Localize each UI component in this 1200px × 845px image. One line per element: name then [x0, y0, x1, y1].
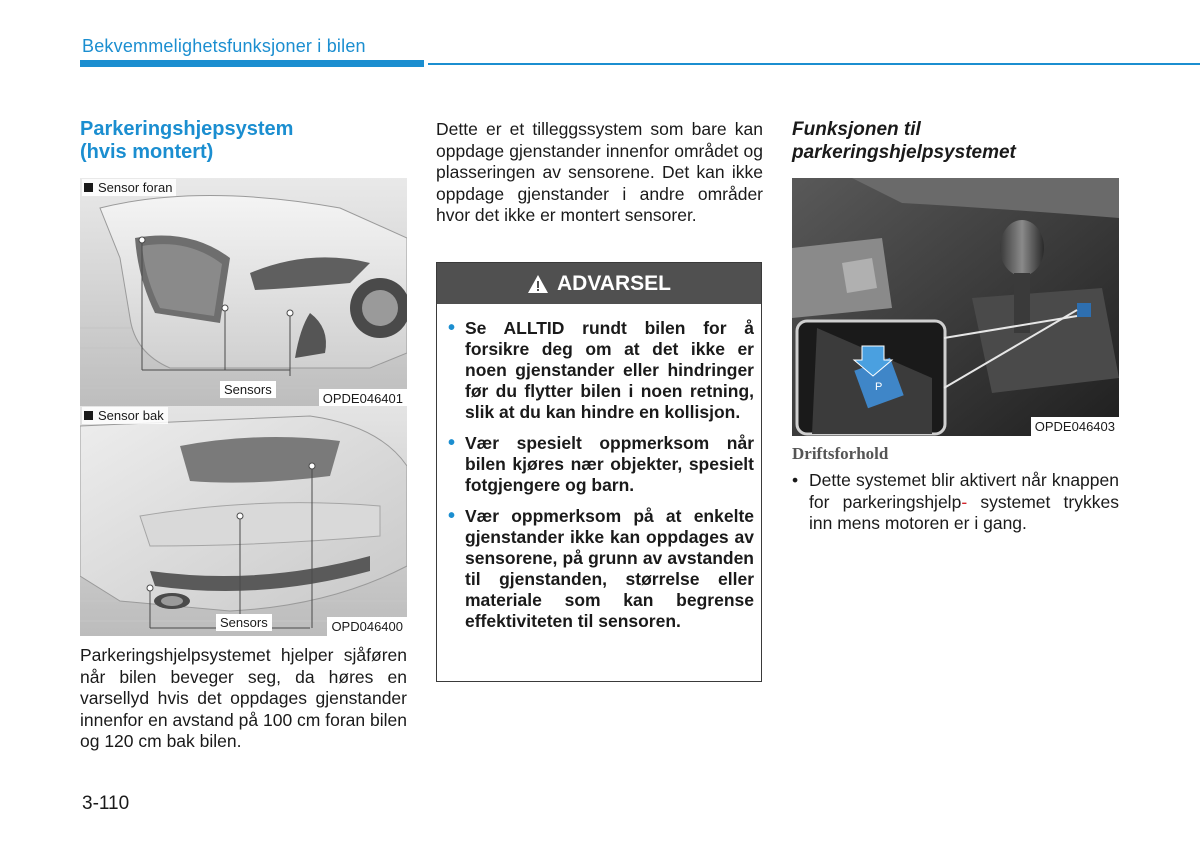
console-photo-code: OPDE046403 — [1031, 417, 1119, 436]
subsection-title — [792, 118, 1016, 164]
bullet-icon: • — [448, 317, 456, 339]
warning-item — [446, 506, 754, 632]
console-illustration — [792, 178, 1119, 436]
warning-item-text: Se ALLTID rundt bilen for å forsikre deg om at det ikke er noen gjenstander eller hindringer før du flytter bilen i noen retning, slik at du kan hindre en kollisjon. — [465, 318, 754, 422]
warning-item-text: Vær spesielt oppmerksom når bilen kjøres nær objekter, spesielt fotgjengere og barn. — [465, 433, 754, 495]
conditions-text-part1: Dette systemet blir aktivert når knappen for parkeringshjelp — [809, 470, 1119, 512]
warning-item — [446, 318, 754, 423]
warning-triangle-icon — [527, 274, 549, 294]
front-sensors-label: Sensors — [220, 381, 276, 398]
bullet-icon: • — [448, 505, 456, 527]
park-button-label: P — [875, 381, 883, 393]
section-title — [80, 118, 293, 164]
console-photo — [792, 178, 1119, 436]
page-number: 3-110 — [82, 793, 130, 814]
section-header-title: Bekvemmelighetsfunksjoner i bilen — [82, 36, 366, 56]
header-accent-bar — [80, 60, 424, 67]
rear-sensors-label: Sensors — [216, 614, 272, 631]
left-paragraph: Parkeringshjelpsystemet hjelper sjåføren når bilen beveger seg, da høres en varsellyd hvis det oppdages gjenstander innenfor en avstand på 100 cm foran bilen og 120 cm bak bilen. — [80, 645, 407, 751]
conditions-item-text — [809, 470, 1119, 535]
bullet-icon: • — [792, 470, 799, 490]
figure-rear-sensors — [80, 406, 407, 636]
warning-title: ADVARSEL — [557, 271, 671, 295]
middle-paragraph: Dette er et tilleggssystem som bare kan oppdage gjenstander innenfor området og plasseringen av sensorene. Det kan ikke oppdage gjenstander i andre områder hvor det ikke er montert sensorer. — [436, 119, 763, 225]
figure-front-code: OPDE046401 — [319, 389, 407, 408]
warning-list — [446, 318, 754, 642]
figure-rear-caption-text: Sensor bak — [98, 408, 164, 423]
warning-header — [437, 263, 761, 304]
figure-rear-caption — [82, 407, 168, 424]
figure-front-caption — [82, 179, 176, 196]
figure-front-sensors — [80, 178, 407, 408]
warning-box — [436, 262, 762, 682]
caption-square-icon — [84, 183, 93, 192]
header-rule — [428, 63, 1200, 65]
caption-square-icon — [84, 411, 93, 420]
conditions-text-part2: systemet trykkes inn mens motoren er i gang. — [809, 491, 1119, 533]
subsection-title-line2: parkeringshjelpsystemet — [792, 142, 1016, 163]
hyphen-mark: - — [961, 491, 968, 512]
conditions-heading: Driftsforhold — [792, 444, 889, 463]
warning-item — [446, 433, 754, 496]
rear-car-illustration — [80, 406, 407, 636]
front-car-illustration — [80, 178, 407, 408]
figure-rear-code: OPD046400 — [327, 617, 407, 636]
figure-front-caption-text: Sensor foran — [98, 180, 173, 195]
section-title-line1: Parkeringshjepsystem — [80, 118, 294, 140]
section-title-line2: (hvis montert) — [80, 141, 214, 163]
warning-item-text: Vær oppmerksom på at enkelte gjenstander ikke kan oppdages av sensorene, på grunn av avstanden til gjenstanden, størrelse eller materiale som kan begrense effektiviteten til sensoren. — [465, 506, 754, 631]
subsection-title-line1: Funksjonen til — [792, 119, 921, 140]
bullet-icon: • — [448, 432, 456, 454]
